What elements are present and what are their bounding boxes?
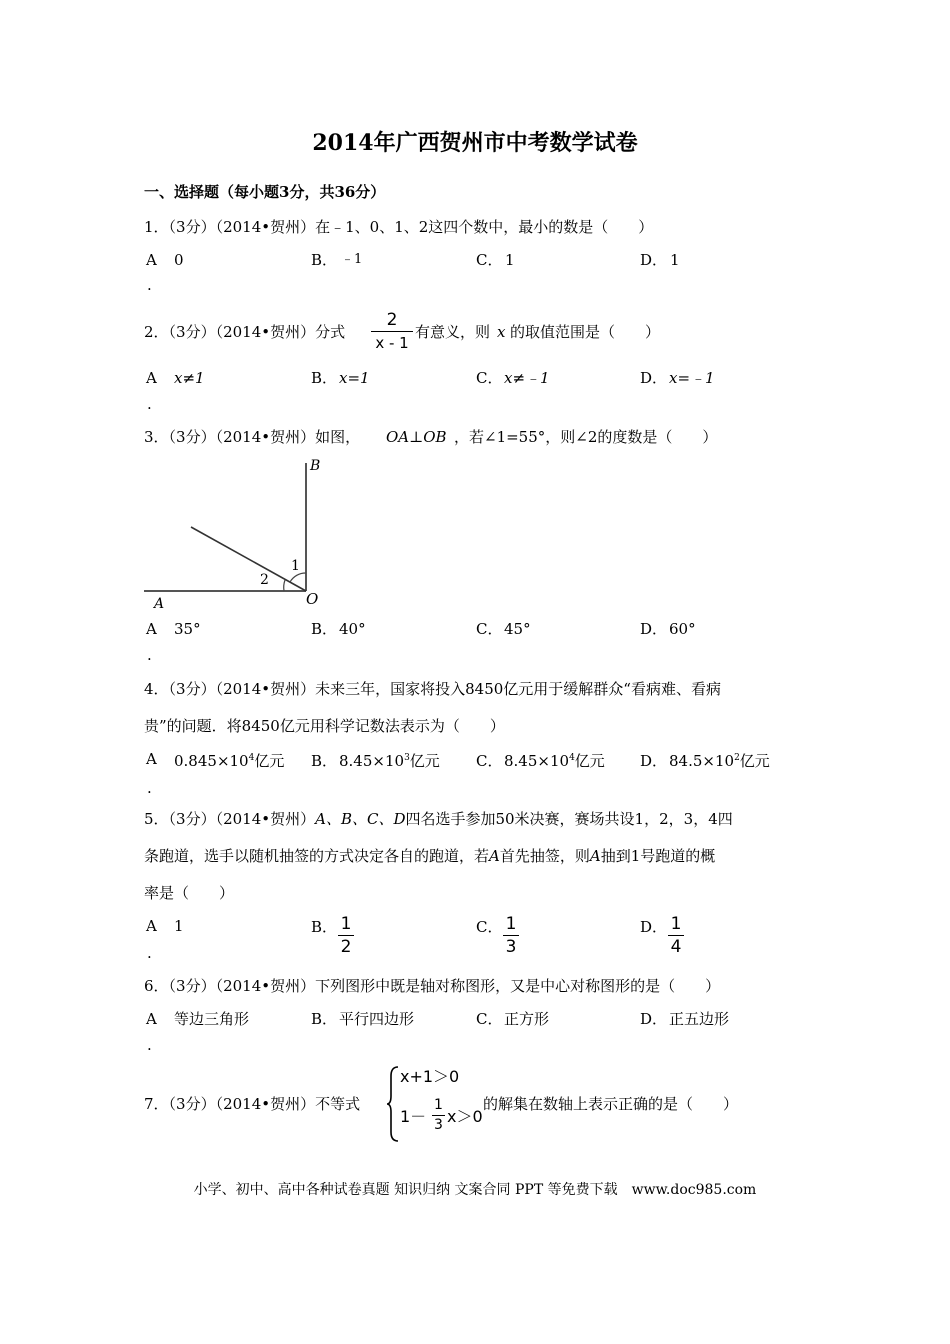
- q4-c-label: C．: [476, 752, 503, 770]
- q5-b-denominator: 2: [340, 937, 352, 957]
- q5-c-denominator: 3: [505, 937, 517, 957]
- q4-dot: .: [147, 779, 152, 797]
- q1-d-label: D．: [640, 251, 668, 269]
- q2-stem-mid: 有意义，则: [415, 323, 491, 341]
- page-title: 2014年广西贺州市中考数学试卷: [312, 130, 638, 156]
- q5-a-text: 1: [174, 917, 184, 935]
- q6-dot: .: [147, 1036, 152, 1054]
- q3-d-label: D．: [640, 620, 668, 638]
- q5-names: A、B、C、D: [315, 810, 406, 828]
- q7-fraction: [432, 1097, 445, 1134]
- label-angle-1: 1: [291, 558, 300, 574]
- q2-fraction: [371, 310, 413, 353]
- q6-a-text: 等边三角形: [174, 1010, 250, 1028]
- q3-b-label: B．: [311, 620, 338, 638]
- q7-frac-numerator: 1: [434, 1097, 443, 1113]
- q3-a-label: A: [146, 620, 157, 638]
- section-heading: 一、选择题（每小题3分，共36分）: [144, 183, 386, 201]
- q2-b-text: x=1: [339, 369, 370, 387]
- q3-d-text: 60°: [669, 620, 696, 638]
- q2-frac-numerator: 2: [386, 310, 398, 330]
- ray-oc: [191, 527, 306, 591]
- q6-b-label: B．: [311, 1010, 338, 1028]
- q4-line-1: 4．（3分）（2014•贺州）未来三年，国家将投入8450亿元用于缓解群众“看病难、看病: [144, 680, 721, 698]
- q5-c-numerator: 1: [505, 914, 517, 934]
- q5-d-label: D．: [640, 918, 668, 936]
- q6-d-text: 正五边形: [669, 1010, 730, 1028]
- q4-a-label: A: [146, 750, 157, 768]
- q5-a-label: A: [146, 917, 157, 935]
- q5-var-a-2: A: [589, 847, 601, 865]
- q1-b-label: B．: [311, 251, 338, 269]
- q1-a-text: 0: [174, 251, 184, 269]
- q3-c-text: 45°: [504, 620, 531, 638]
- page-footer: 小学、初中、高中各种试卷真题 知识归纳 文案合同 PPT 等免费下载 www.doc985.com: [193, 1182, 757, 1198]
- q4-a-text: [174, 754, 284, 769]
- q5-dot: .: [147, 944, 152, 962]
- q4-a-exponent: 4: [248, 753, 255, 763]
- q5-d-denominator: 4: [670, 937, 682, 957]
- q6-b-text: 平行四边形: [339, 1010, 415, 1028]
- q1-c-label: C．: [476, 251, 503, 269]
- q7-frac-denominator: 3: [434, 1117, 443, 1133]
- q5-c-label: C．: [476, 918, 503, 936]
- q5-c-fraction: [503, 914, 519, 957]
- q6-c-label: C．: [476, 1010, 503, 1028]
- q1-a-label: A: [146, 251, 157, 269]
- q2-stem-end: 的取值范围是（ ）: [510, 323, 661, 341]
- q3-stem-start: 3．（3分）（2014•贺州）如图，: [144, 428, 361, 446]
- q7-brace: [386, 1064, 400, 1144]
- q3-stem-end: ，若∠1=55°，则∠2的度数是（ ）: [454, 428, 718, 446]
- q6-c-text: 正方形: [504, 1010, 550, 1028]
- q4-b-text: [339, 754, 440, 769]
- q3-perpendicular: OA⊥OB: [386, 428, 447, 446]
- q2-b-label: B．: [311, 369, 338, 387]
- q7-stem-start: 7．（3分）（2014•贺州）不等式: [144, 1095, 361, 1113]
- label-angle-2: 2: [260, 572, 269, 588]
- q5-line-1: [144, 812, 733, 827]
- q2-frac-denominator: x - 1: [375, 334, 409, 352]
- q5-b-fraction: [338, 914, 354, 957]
- label-o: O: [306, 590, 319, 608]
- q5-d-numerator: 1: [670, 914, 682, 934]
- q4-d-exponent: 2: [734, 753, 740, 763]
- q4-c-base: 8.45×10: [504, 752, 570, 770]
- q3-b-text: 40°: [339, 620, 366, 638]
- q1-d-text: 1: [670, 251, 680, 269]
- label-b: B: [310, 458, 321, 474]
- q5-line-2: [144, 849, 715, 864]
- q5-line-1-start: 5．（3分）（2014•贺州）: [144, 810, 316, 828]
- q3-c-label: C．: [476, 620, 503, 638]
- q4-a-unit: 亿元: [254, 752, 285, 770]
- q7-stem-end: 的解集在数轴上表示正确的是（ ）: [483, 1095, 739, 1113]
- q5-line-2-a: 条跑道，选手以随机抽签的方式决定各自的跑道，若: [144, 847, 490, 865]
- q1-b-text: ﹣1: [341, 252, 363, 267]
- q7-inequality-1: x+1＞0: [400, 1067, 460, 1086]
- fraction-bar: [371, 331, 413, 332]
- fraction-bar: [432, 1115, 445, 1116]
- q4-d-base: 84.5×10: [669, 752, 735, 770]
- q2-a-label: A: [146, 369, 157, 387]
- q4-b-label: B．: [311, 752, 338, 770]
- fraction-bar: [338, 935, 354, 936]
- q2-dot: .: [147, 395, 152, 413]
- q1-stem: 1．（3分）（2014•贺州）在﹣1、0、1、2这四个数中，最小的数是（ ）: [144, 218, 654, 236]
- q3-dot: .: [147, 646, 152, 664]
- q6-stem: 6．（3分）（2014•贺州）下列图形中既是轴对称图形，又是中心对称图形的是（ ）: [144, 977, 721, 995]
- label-a: A: [154, 596, 165, 612]
- q4-c-unit: 亿元: [574, 752, 605, 770]
- q4-c-text: [504, 754, 605, 769]
- q5-line-2-b: 首先抽签，则: [499, 847, 590, 865]
- q4-d-label: D．: [640, 752, 668, 770]
- q3-a-text: 35°: [174, 620, 201, 638]
- q4-b-base: 8.45×10: [339, 752, 405, 770]
- q2-stem-start: 2．（3分）（2014•贺州）分式: [144, 323, 346, 341]
- q6-d-label: D．: [640, 1010, 668, 1028]
- q4-b-exponent: 3: [404, 753, 410, 763]
- angle-1-arc: [290, 573, 306, 582]
- q1-dot: .: [147, 276, 152, 294]
- q5-line-2-c: 抽到1号跑道的概: [600, 847, 716, 865]
- q1-c-text: 1: [505, 251, 515, 269]
- q5-line-1-end: 四名选手参加50米决赛，赛场共设1，2，3，4四: [405, 810, 733, 828]
- q2-d-label: D．: [640, 369, 668, 387]
- q2-d-text: x=﹣1: [669, 369, 715, 387]
- q5-b-label: B．: [311, 918, 338, 936]
- q7-inequality-2-start: 1－: [400, 1107, 427, 1126]
- q4-line-2: 贵”的问题．将8450亿元用科学记数法表示为（ ）: [144, 717, 505, 735]
- q5-line-3: 率是（ ）: [144, 884, 235, 902]
- q4-d-text: [669, 754, 770, 769]
- angle-2-arc: [284, 580, 285, 591]
- q5-b-numerator: 1: [340, 914, 352, 934]
- q4-a-base: 0.845×10: [174, 752, 249, 770]
- fraction-bar: [668, 935, 684, 936]
- q2-variable: x: [497, 323, 506, 341]
- q5-d-fraction: [668, 914, 684, 957]
- q2-c-label: C．: [476, 369, 503, 387]
- fraction-bar: [503, 935, 519, 936]
- q3-angle-figure: [140, 455, 340, 615]
- q7-inequality-2-end: x＞0: [447, 1107, 483, 1126]
- q6-a-label: A: [146, 1010, 157, 1028]
- q4-d-unit: 亿元: [739, 752, 770, 770]
- q2-c-text: x≠﹣1: [504, 369, 550, 387]
- q4-c-exponent: 4: [569, 753, 575, 763]
- q2-a-text: x≠1: [174, 369, 205, 387]
- q5-var-a-1: A: [489, 847, 500, 865]
- q4-b-unit: 亿元: [409, 752, 440, 770]
